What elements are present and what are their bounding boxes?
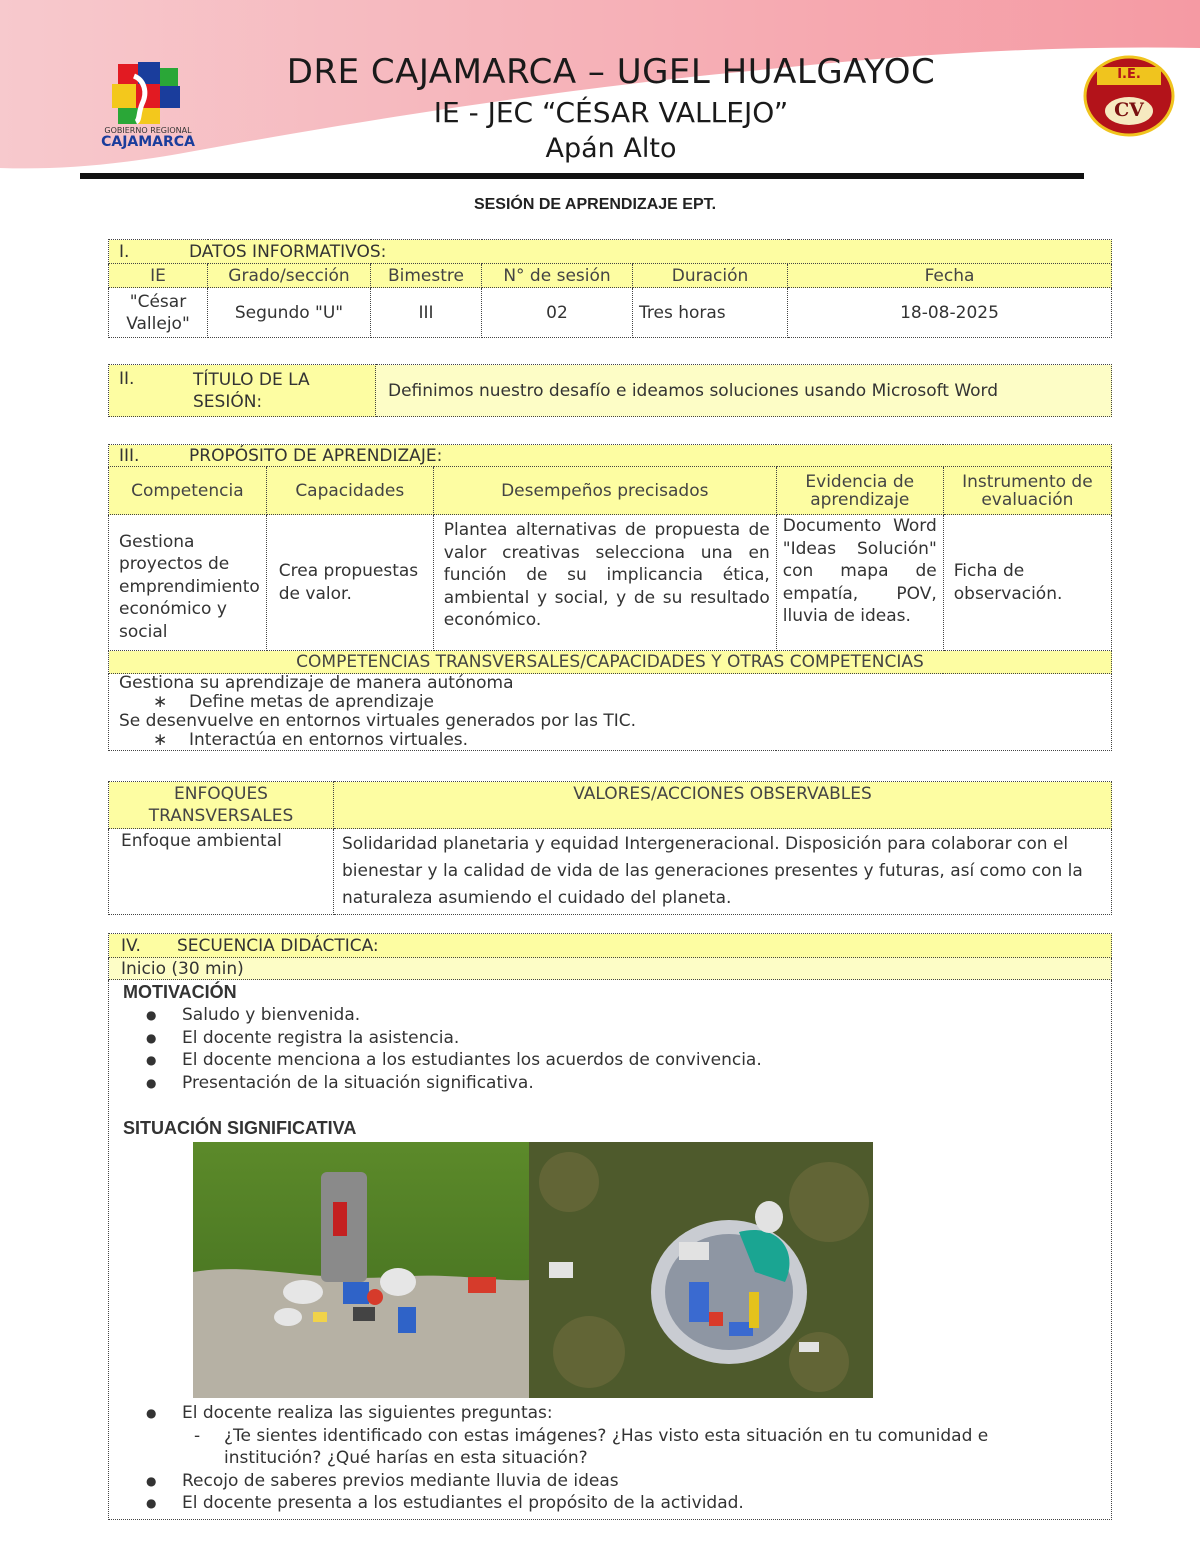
session-title: SESIÓN DE APRENDIZAJE EPT. xyxy=(473,196,717,213)
list-item: ● Saludo y bienvenida. xyxy=(182,1004,1111,1027)
col-header-grado: Grado/sección xyxy=(208,264,371,288)
col-header-ie: IE xyxy=(109,264,208,288)
transversal-competencia-1: Gestiona su aprendizaje de manera autónoma xyxy=(119,673,514,693)
crest-top-text: I.E. xyxy=(1117,67,1141,82)
cell-desempenos: Plantea alternativas de propuesta de valor creativas selecciona una en función de su implicancia ética, ambiental y social, y de su resultado económico. xyxy=(433,515,776,651)
cell-competencia: Gestiona proyectos de emprendimiento económico y social xyxy=(109,515,267,651)
col-header-fecha: Fecha xyxy=(788,264,1112,288)
trash-bucket-photo xyxy=(529,1142,873,1398)
preguntas-sublist xyxy=(109,1425,1111,1470)
crest-monogram: CV xyxy=(1114,99,1144,121)
section-number: IV. xyxy=(121,935,141,956)
cell-sesion: 02 xyxy=(482,288,633,338)
proposito-table xyxy=(108,444,1112,751)
list-item: ● Presentación de la situación significativa. xyxy=(182,1072,1111,1095)
cell-valor: Solidaridad planetaria y equidad Intergeneracional. Disposición para colaborar con el bienestar y la calidad de vida de las generaciones presentes y futuras, así como con la naturaleza asumiendo el cuidado del planeta. xyxy=(334,829,1112,915)
col-header-desempenos: Desempeños precisados xyxy=(433,467,776,515)
section-title: PROPÓSITO DE APRENDIZAJE: xyxy=(189,445,443,466)
cell-ie: "César Vallejo" xyxy=(109,288,208,338)
asterisk-icon: ∗ xyxy=(153,730,168,750)
col-header-enfoques: ENFOQUES TRANSVERSALES xyxy=(109,782,334,829)
titulo-label: TÍTULO DE LA SESIÓN: xyxy=(193,369,310,412)
cell-bimestre: III xyxy=(371,288,482,338)
cell-enfoque: Enfoque ambiental xyxy=(109,829,334,915)
col-header-valores: VALORES/ACCIONES OBSERVABLES xyxy=(334,782,1112,829)
inicio-label: Inicio (30 min) xyxy=(109,958,1112,980)
situacion-images xyxy=(193,1142,873,1398)
titulo-table xyxy=(108,364,1112,417)
col-header-bimestre: Bimestre xyxy=(371,264,482,288)
transversal-capacidad-2: ∗ Interactúa en entornos virtuales. xyxy=(153,730,469,750)
secuencia-table xyxy=(108,933,1112,1520)
asterisk-icon: ∗ xyxy=(153,692,168,712)
list-item: ● Recojo de saberes previos mediante lluvia de ideas xyxy=(182,1470,1111,1493)
cell-capacidades: Crea propuestas de valor. xyxy=(266,515,433,651)
titulo-label-cell xyxy=(109,365,376,417)
datos-informativos-table xyxy=(108,239,1112,338)
list-item: ● El docente menciona a los estudiantes los acuerdos de convivencia. xyxy=(182,1049,1111,1072)
cell-duracion: Tres horas xyxy=(633,288,788,338)
enfoques-table xyxy=(108,781,1112,915)
list-item: ● El docente presenta a los estudiantes el propósito de la actividad. xyxy=(182,1492,1111,1515)
section-title: SECUENCIA DIDÁCTICA: xyxy=(177,935,379,956)
section-number: II. xyxy=(119,368,135,389)
section-number: III. xyxy=(119,445,140,466)
col-header-competencia: Competencia xyxy=(109,467,267,515)
transversal-header: COMPETENCIAS TRANSVERSALES/CAPACIDADES Y OTRAS COMPETENCIAS xyxy=(109,651,1112,674)
transversal-capacidad-1: ∗ Define metas de aprendizaje xyxy=(153,692,435,712)
header-rule xyxy=(80,173,1084,179)
list-item: ● El docente realiza las siguientes preguntas: xyxy=(182,1402,1111,1425)
header-line-2: IE - JEC “CÉSAR VALLEJO” xyxy=(433,96,789,129)
header-line-3: Apán Alto xyxy=(545,133,677,164)
datos-header xyxy=(109,240,1112,264)
col-header-duracion: Duración xyxy=(633,264,788,288)
col-header-instrumento: Instrumento de evaluación xyxy=(943,467,1111,515)
cell-fecha: 18-08-2025 xyxy=(788,288,1112,338)
cell-evidencia: Documento Word "Ideas Solución" con mapa de empatía, POV, lluvia de ideas. xyxy=(776,515,943,651)
section-title: DATOS INFORMATIVOS: xyxy=(189,241,387,262)
header-line-1: DRE CAJAMARCA – UGEL HUALGAYOC xyxy=(286,52,936,92)
transversal-cell xyxy=(109,674,1112,751)
col-header-sesion: N° de sesión xyxy=(482,264,633,288)
list-item: ● El docente registra la asistencia. xyxy=(182,1027,1111,1050)
list-item: - ¿Te sientes identificado con estas imágenes? ¿Has visto esta situación en tu comunidad e institución? ¿Qué harías en esta situación? xyxy=(224,1425,1031,1470)
cell-instrumento: Ficha de observación. xyxy=(943,515,1111,651)
situacion-title: SITUACIÓN SIGNIFICATIVA xyxy=(123,1118,357,1138)
motivacion-list xyxy=(109,1004,1111,1094)
preguntas-list xyxy=(109,1402,1111,1425)
cierre-list xyxy=(109,1470,1111,1515)
motivacion-title: MOTIVACIÓN xyxy=(123,982,237,1002)
cell-grado: Segundo "U" xyxy=(208,288,371,338)
transversal-competencia-2: Se desenvuelve en entornos virtuales generados por las TIC. xyxy=(119,711,637,731)
secuencia-header xyxy=(109,934,1112,958)
proposito-header xyxy=(109,445,1112,467)
section-number: I. xyxy=(119,241,130,262)
titulo-value: Definimos nuestro desafío e ideamos soluciones usando Microsoft Word xyxy=(376,365,1112,417)
col-header-evidencia: Evidencia de aprendizaje xyxy=(776,467,943,515)
logo-caption-small: GOBIERNO REGIONAL xyxy=(104,126,192,135)
col-header-capacidades: Capacidades xyxy=(266,467,433,515)
trash-bin-photo xyxy=(193,1142,529,1398)
secuencia-body xyxy=(109,980,1112,1520)
logo-caption-large: CAJAMARCA xyxy=(101,134,195,150)
